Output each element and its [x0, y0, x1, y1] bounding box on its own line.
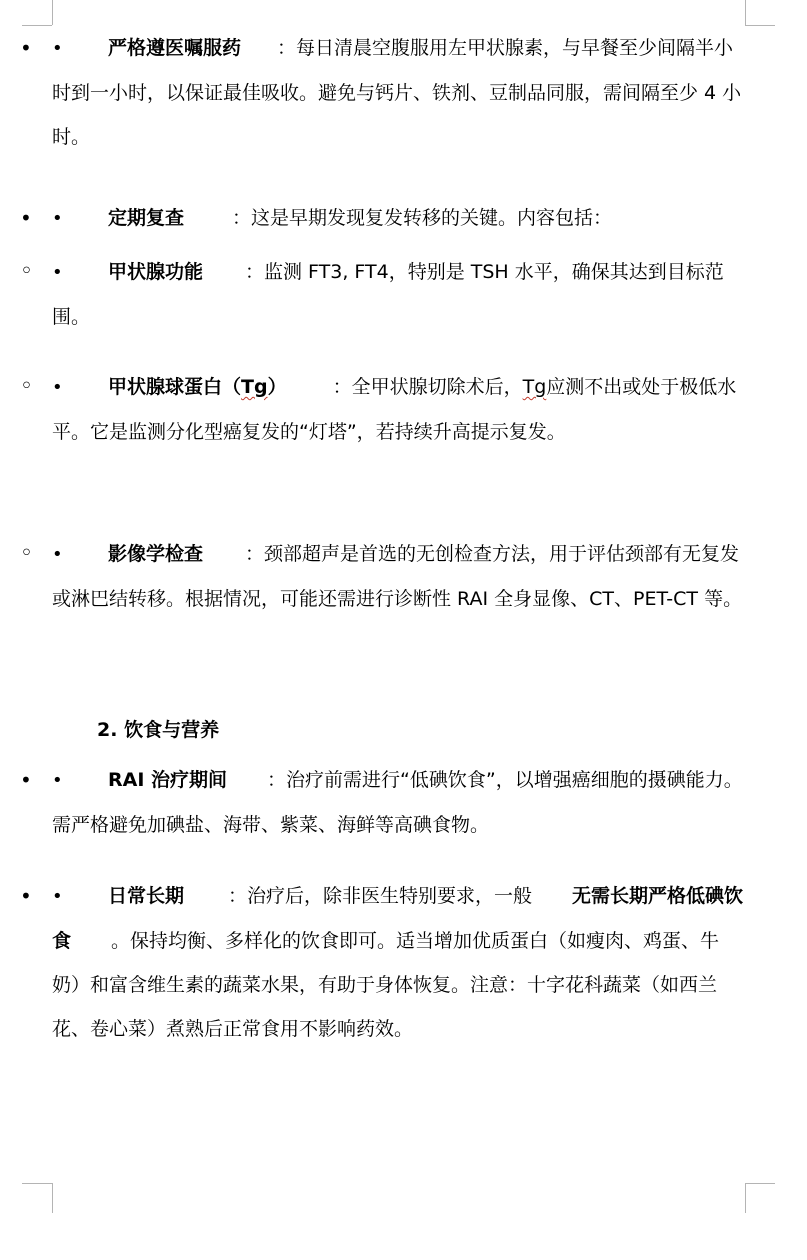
item-heading: 严格遵医嘱服药	[108, 37, 242, 59]
item-text: 。保持均衡、多样化的饮食即可。适当增加优质蛋白（如瘦肉、鸡蛋、牛奶）和富含维生素的蔬菜水果，有助于身体恢复。注意：十字花科蔬菜（如西兰花、卷心菜）煮熟后正常食用不影响药效。	[52, 930, 720, 1040]
bullet-icon	[52, 533, 108, 577]
crop-mark-top-right	[745, 0, 746, 25]
item-text: ：监测 FT3, FT4，特别是 TSH 水平，确保其达到目标范围。	[52, 261, 724, 328]
bullet-icon	[52, 759, 108, 803]
bullet-icon	[52, 197, 108, 241]
crop-mark-bottom-left	[52, 1183, 53, 1213]
list-bullet-marker	[20, 196, 32, 242]
list-item-follow-up	[52, 196, 747, 241]
item-heading: 定期复查	[108, 207, 185, 229]
bullet-icon	[52, 366, 108, 410]
item-heading: 影像学检查	[108, 543, 204, 565]
item-heading: 甲状腺功能	[108, 261, 204, 283]
list-sub-bullet-marker	[20, 532, 33, 577]
list-item-daily-long-term	[52, 874, 747, 1051]
item-text: ：颈部超声是首选的无创检查方法，用于评估颈部有无复发或淋巴结转移。根据情况，可能还需进行诊断性 RAI 全身显像、CT、PET-CT 等。	[52, 543, 743, 610]
list-bullet-marker	[20, 874, 32, 920]
section-heading: 2. 饮食与营养	[97, 719, 220, 741]
bullet-icon	[52, 875, 108, 919]
item-heading: 日常长期	[108, 885, 185, 907]
item-heading: RAI 治疗期间	[108, 769, 228, 791]
item-text: ：治疗后，除非医生特别要求，一般	[228, 885, 533, 907]
crop-mark-top-left	[52, 0, 53, 25]
list-item-rai-period	[52, 758, 747, 847]
item-text: ：治疗前需进行“低碘饮食”，以增强癌细胞的摄碘能力。需严格避免加碘盐、海带、紫菜、海鲜等高碘食物。	[52, 769, 743, 836]
item-text: ：这是早期发现复发转移的关键。内容包括：	[232, 207, 613, 229]
list-item-thyroid-function	[52, 250, 747, 339]
item-text: ：全甲状腺切除术后，Tg应测不出或处于极低水平。它是监测分化型癌复发的“灯塔”，若持续升高提示复发。	[52, 376, 737, 443]
item-heading: 甲状腺球蛋白（Tg）	[108, 376, 287, 398]
list-item-medication	[52, 26, 747, 159]
list-bullet-marker	[20, 758, 32, 804]
bullet-icon	[52, 27, 108, 71]
list-sub-bullet-marker	[20, 365, 33, 410]
crop-mark-bottom-right	[745, 1183, 775, 1184]
list-bullet-marker	[20, 26, 32, 72]
list-item-thyroglobulin	[52, 365, 747, 454]
list-sub-bullet-marker	[20, 250, 33, 295]
list-item-imaging	[52, 532, 747, 621]
crop-mark-top-right	[745, 25, 775, 26]
bullet-icon	[52, 251, 108, 295]
crop-mark-bottom-left	[22, 1183, 52, 1184]
item-text: ：每日清晨空腹服用左甲状腺素，与早餐至少间隔半小时到一小时，以保证最佳吸收。避免与钙片、铁剂、豆制品同服，需间隔至少 4 小时。	[52, 37, 742, 148]
crop-mark-bottom-right	[745, 1183, 746, 1213]
item-bold-emphasis: 无需长期严格低碘饮食	[52, 885, 744, 952]
